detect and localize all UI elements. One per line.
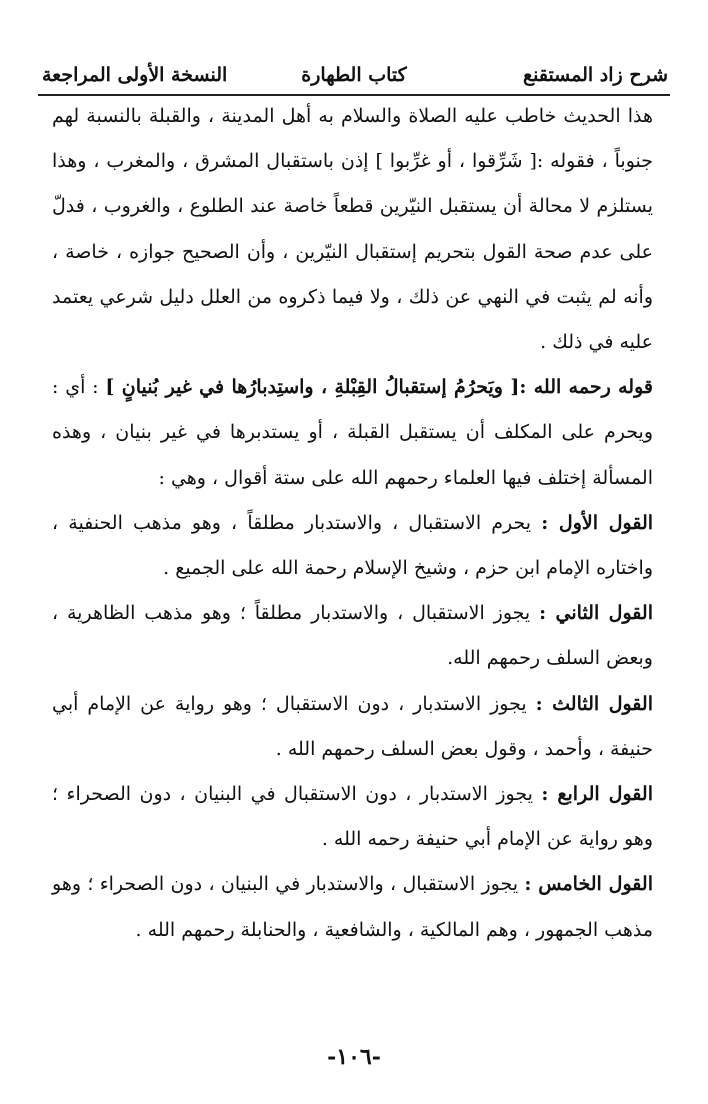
page-number: -١٠٦- [327,1044,381,1070]
opinion-heading: القول الثاني : [539,602,653,625]
opinion-heading: القول الثالث : [535,692,653,715]
paragraph-opinion-4 [52,772,653,862]
opinion-heading: القول الأول : [541,511,654,534]
page-body [52,94,653,953]
paragraph-opinion-2 [52,591,653,681]
paragraph-opinion-3 [52,682,653,772]
paragraph-opinion-5 [52,862,653,952]
paragraph-text: : أي : ويحرم على المكلف أن يستقبل القبلة ، أو يستدبرها في غير بنيان ، وهذه المسألة إختلف فيها العلماء رحمهم الله على ستة أقوال ، وهي : [52,376,653,489]
paragraph-text: يحرم الاستقبال ، والاستدبار مطلقاً ، وهو مذهب الحنفية ، واختاره الإمام ابن حزم ، وشيخ الإسلام رحمة الله على الجميع . [52,511,653,580]
paragraph-text: هذا الحديث خاطب عليه الصلاة والسلام به أهل المدينة ، والقبلة بالنسبة لهم جنوباً ، فقوله :[ شَرِّقوا ، أو غرِّبوا ] إذن باستقبال المشرق ، والمغرب ، وهذا يستلزم لا محالة أن يستقبل النيّرين قطعاً خاصة عند الطلوع ، والغروب ، فدلّ على عدم صحة القول بتحريم إستقبال النيّرين ، وأن الصحيح جوازه ، خاصة ، وأنه لم يثبت في النهي عن ذلك ، ولا فيما ذكروه من العلل دليل شرعي يعتمد عليه في ذلك . [52,105,653,354]
chapter-title: كتاب الطهارة [301,64,407,86]
page-header [38,52,670,96]
matn-quote: قوله رحمه الله :[ ويَحرُمُ إستقبالُ القِبْلةِ ، واستِدبارُها في غير بُنيانٍ ] [105,376,653,399]
opinion-heading: القول الخامس : [524,873,653,896]
paragraph-text: يجوز الاستدبار ، دون الاستقبال ؛ وهو رواية عن الإمام أبي حنيفة ، وأحمد ، وقول بعض السلف رحمهم الله . [52,692,653,760]
paragraph-text: يجوز الاستدبار ، دون الاستقبال في البنيان ، دون الصحراء ؛ وهو رواية عن الإمام أبي حنيفة رحمه الله . [52,783,653,851]
paragraph-opinion-1 [52,501,653,591]
edition-label: النسخة الأولى المراجعة [42,64,228,86]
paragraph-text: يجوز الاستقبال ، والاستدبار مطلقاً ؛ وهو مذهب الظاهرية ، وبعض السلف رحمهم الله. [52,602,653,670]
paragraph-hadith-commentary [52,94,653,365]
book-title: شرح زاد المستقنع [522,64,668,86]
paragraph-text: يجوز الاستقبال ، والاستدبار في البنيان ، دون الصحراء ؛ وهو مذهب الجمهور ، وهم المالكية ، والشافعية ، والحنابلة رحمهم الله . [52,873,653,941]
paragraph-matn-quote [52,365,653,501]
opinion-heading: القول الرابع : [541,783,653,806]
